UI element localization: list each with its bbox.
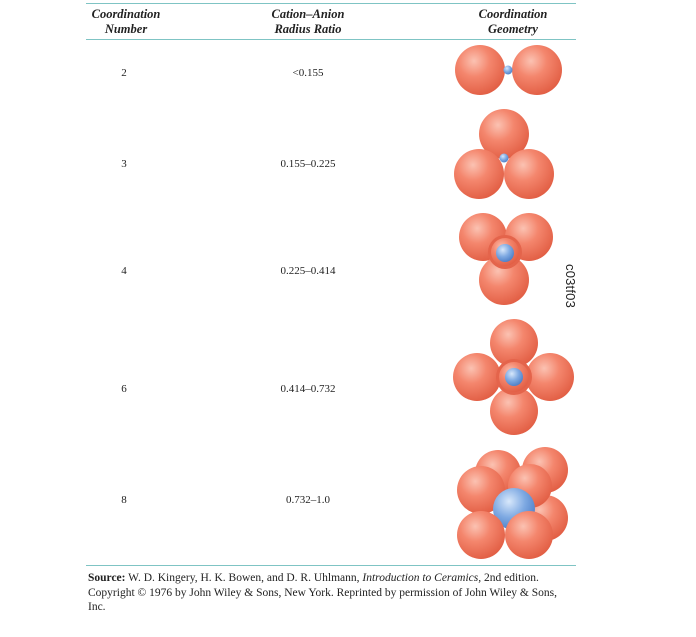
anion-sphere xyxy=(526,353,574,401)
anion-sphere xyxy=(512,45,562,95)
cation-sphere xyxy=(496,244,514,262)
header-radius-ratio: Cation–Anion Radius Ratio xyxy=(271,7,345,36)
geometry-cn3 xyxy=(454,109,554,199)
cation-sphere xyxy=(505,368,523,386)
source-note xyxy=(88,571,576,615)
cation-sphere xyxy=(500,154,509,163)
table-row-number: 2 xyxy=(121,67,127,79)
table-row-ratio: <0.155 xyxy=(292,67,324,79)
figure-id-label: c03tf03 xyxy=(563,264,578,309)
source-rest: 2nd edition. Copyright © 1976 by John Wiley & Sons, New York. Reprinted by permission of John Wiley & Sons, Inc. xyxy=(88,572,557,613)
table-row-ratio: 0.155–0.225 xyxy=(280,158,336,170)
table-row-number: 4 xyxy=(121,265,127,277)
source-label: Source: xyxy=(88,572,126,584)
source-book-title: Introduction to Ceramics, xyxy=(362,572,482,584)
cation-sphere xyxy=(504,66,513,75)
source-authors: W. D. Kingery, H. K. Bowen, and D. R. Uhlmann, xyxy=(125,572,363,584)
anion-sphere xyxy=(453,353,501,401)
anion-sphere xyxy=(454,149,504,199)
geometry-cn8 xyxy=(457,447,568,559)
anion-sphere xyxy=(505,511,553,559)
geometry-cn4 xyxy=(459,213,553,305)
table-row-ratio: 0.414–0.732 xyxy=(280,383,336,395)
table-row-ratio: 0.225–0.414 xyxy=(280,265,336,277)
anion-sphere xyxy=(457,511,505,559)
table-row-number: 8 xyxy=(121,494,127,506)
table-row-ratio: 0.732–1.0 xyxy=(286,494,330,506)
geometry-cn6 xyxy=(453,319,574,435)
header-geometry: Coordination Geometry xyxy=(478,7,548,36)
geometry-cn2 xyxy=(455,45,562,95)
anion-sphere xyxy=(504,149,554,199)
header-coordination-number: Coordination Number xyxy=(91,7,161,36)
table-row-number: 6 xyxy=(121,383,127,395)
anion-sphere xyxy=(455,45,505,95)
table-row-number: 3 xyxy=(121,158,127,170)
